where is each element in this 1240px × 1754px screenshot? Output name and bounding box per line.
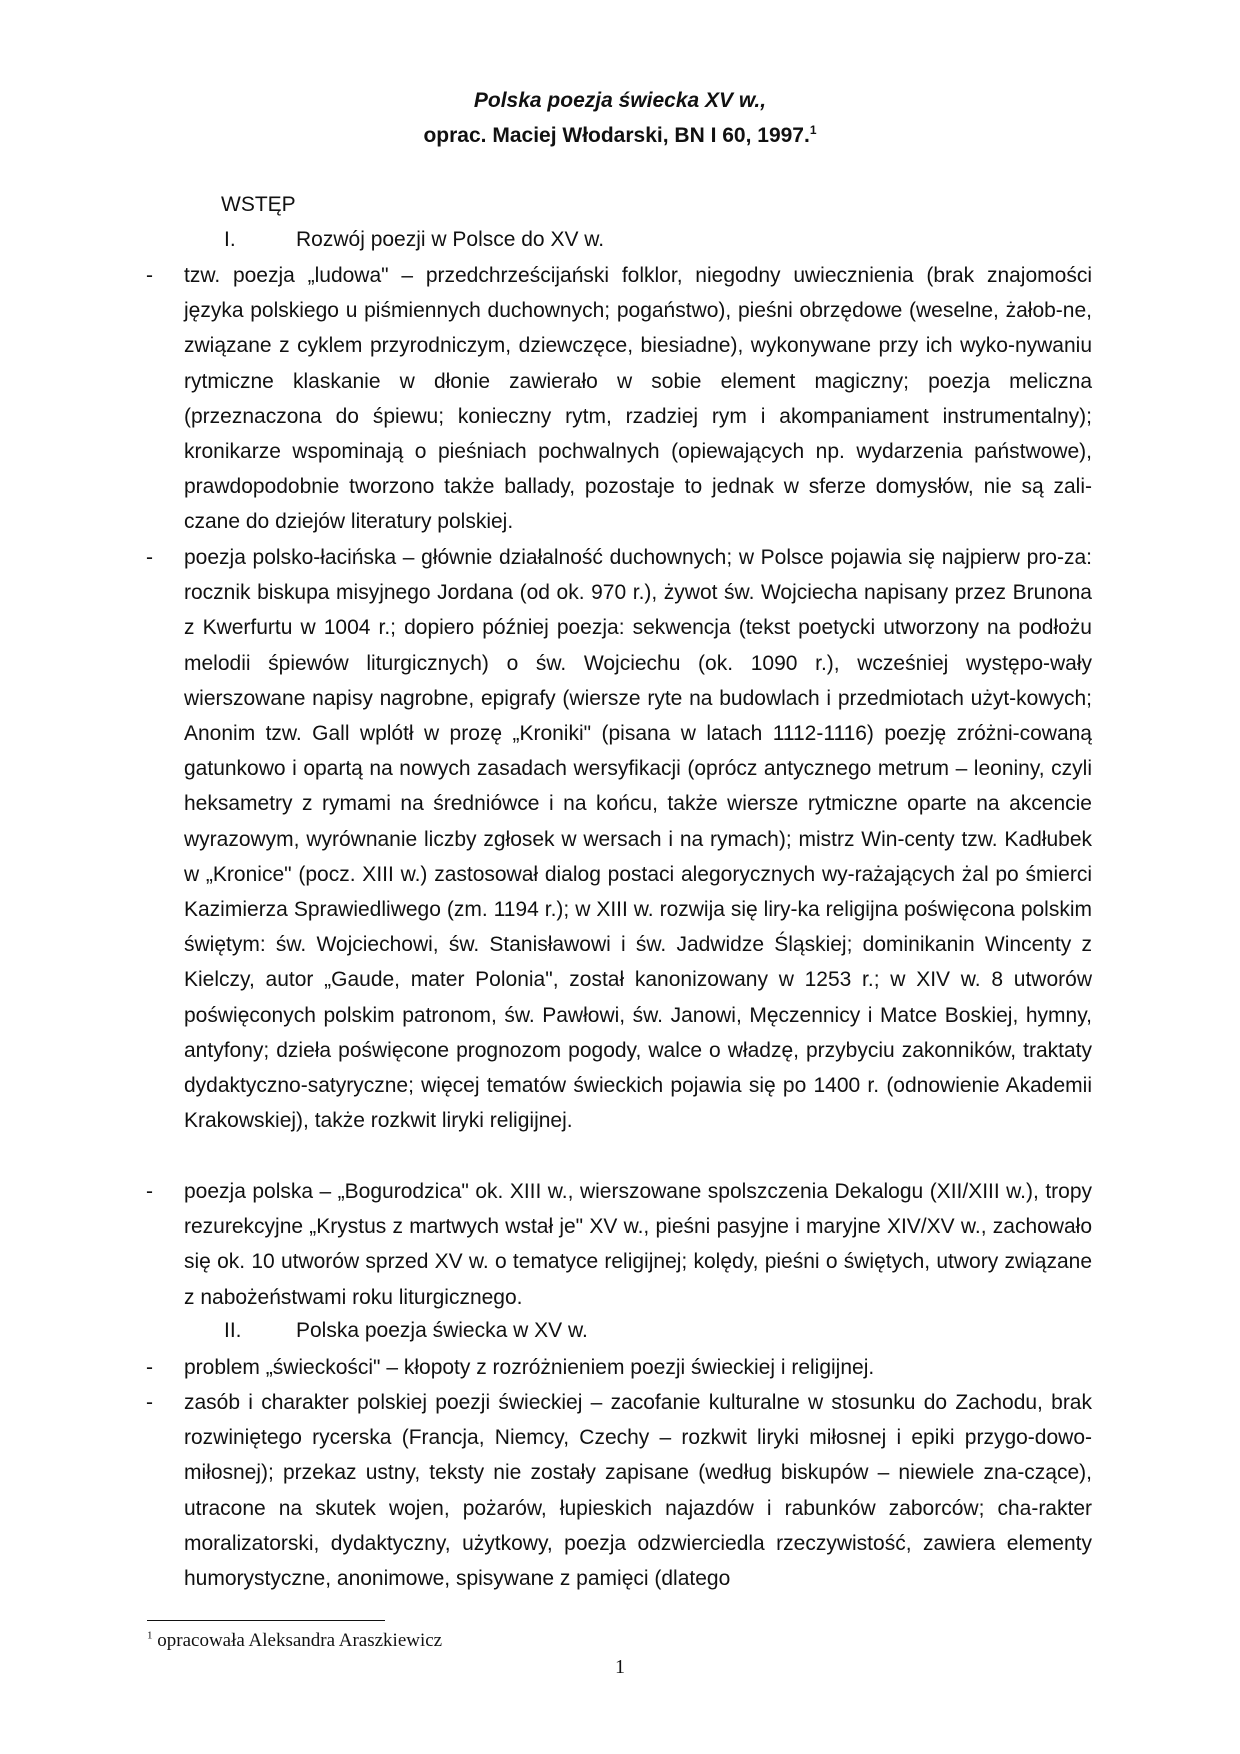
section-numeral: I. [224,228,236,251]
bullet-dash: - [146,546,153,569]
bullet-dash: - [146,264,153,287]
section-numeral: II. [224,1319,242,1342]
document-title-suffix: , [760,89,767,112]
document-subtitle [0,121,1240,151]
list-item-text: problem „świeckości" – kłopoty z rozróżnieniem poezji świeckiej i religijnej. [184,1356,875,1379]
section-title: Polska poezja świecka w XV w. [296,1319,588,1342]
footnote-text: opracowała Aleksandra Araszkiewicz [157,1630,443,1651]
footnote [147,1629,442,1653]
bullet-dash: - [146,1180,153,1203]
footnote-number: 1 [147,1629,153,1642]
document-title [0,86,1240,116]
footnote-separator [147,1620,385,1621]
document-subtitle-text: oprac. Maciej Włodarski, BN I 60, 1997. [423,124,810,147]
intro-heading: WSTĘP [221,193,296,216]
section-title: Rozwój poezji w Polsce do XV w. [296,228,605,251]
list-item-text: poezja polsko-łacińska – głównie działalność duchownych; w Polsce pojawia się najpierw pro-za: rocznik biskupa misyjnego Jordana (od ok. 970 r.), żywot św. Wojciecha napisany przez Brunona z Kwerfurtu w 1004 r.; dopiero później poezja: sekwencja (tekst poetycki utworzony na podłożu melodii śpiewów liturgicznych) o św. Wojciechu (ok. 1090 r.), wcześniej występo-wały wierszowane napisy nagrobne, epigrafy (wiersze ryte na budowlach i przedmiotach użyt-kowych; Anonim tzw. Gall wplótł w prozę „Kroniki" (pisana w latach 1112-1116) poezję zróżni-cowaną gatunkowo i opartą na nowych zasadach wersyfikacji (oprócz antycznego metrum – leoniny, czyli heksametry z rymami na średniówce i na końcu, także wiersze rytmiczne oparte na akcencie wyrazowym, wyrównanie liczby zgłosek w wersach i na rymach); mistrz Win-centy tzw. Kadłubek w „Kronice" (pocz. XIII w.) zastosował dialog postaci alegorycznych wy-rażających żal po śmierci Kazimierza Sprawiedliwego (zm. 1194 r.); w XIII w. rozwija się liry-ka religijna poświęcona polskim świętym: św. Wojciechowi, św. Stanisławowi i św. Jadwidze Śląskiej; dominikanin Wincenty z Kielczy, autor „Gaude, mater Polonia", został kanonizowany w 1253 r.; w XIV w. 8 utworów poświęconych polskim patronom, św. Pawłowi, św. Janowi, Męczennicy i Matce Boskiej, hymny, antyfony; dzieła poświęcone prognozom pogody, walce o władzę, przybyciu zakonników, traktaty dydaktyczno-satyryczne; więcej tematów świeckich pojawia się po 1400 r. (odnowienie Akademii Krakowskiej), także rozkwit liryki religijnej. [184,546,1092,1133]
list-item-text: poezja polska – „Bogurodzica" ok. XIII w., wierszowane spolszczenia Dekalogu (XII/XIII w.), tropy rezurekcyjne „Krystus z martwych wstał je" XV w., pieśni pasyjne i maryjne XIV/XV w., zachowało się ok. 10 utworów sprzed XV w. o tematyce religijnej; kolędy, pieśni o świętych, utwory związane z nabożeństwami roku liturgicznego. [184,1180,1092,1309]
list-item-text: tzw. poezja „ludowa" – przedchrześcijański folklor, niegodny uwiecznienia (brak znajomości języka polskiego u piśmiennych duchownych; pogaństwo), pieśni obrzędowe (weselne, żałob-ne, związane z cyklem przyrodniczym, dziewczęce, biesiadne), wykonywane przy ich wyko-nywaniu rytmiczne klaskanie w dłonie zawierało w sobie element magiczny; poezja meliczna (przeznaczona do śpiewu; konieczny rytm, rzadziej rym i akompaniament instrumentalny); kronikarze wspominają o pieśniach pochwalnych (opiewających np. wydarzenia państwowe), prawdopodobnie tworzono także ballady, pozostaje to jednak w sferze domysłów, nie są zali-czane do dziejów literatury polskiej. [184,264,1092,534]
bullet-dash: - [146,1356,153,1379]
document-title-text: Polska poezja świecka XV w. [473,89,761,112]
list-item-text: zasób i charakter polskiej poezji świeckiej – zacofanie kulturalne w stosunku do Zachodu, brak rozwiniętego rycerska (Francja, Niemcy, Czechy – rozkwit liryki miłosnej i epiki przygo-dowo-miłosnej); przekaz ustny, teksty nie zostały zapisane (według biskupów – niewiele zna-czące), utracone na skutek wojen, pożarów, łupieskich najazdów i rabunków zaborców; cha-rakter moralizatorski, dydaktyczny, użytkowy, poezja odzwierciedla rzeczywistość, zawiera elementy humorystyczne, anonimowe, spisywane z pamięci (dlatego [184,1391,1092,1591]
bullet-dash: - [146,1391,153,1414]
footnote-reference: 1 [809,123,817,137]
page-number: 1 [615,1656,625,1678]
